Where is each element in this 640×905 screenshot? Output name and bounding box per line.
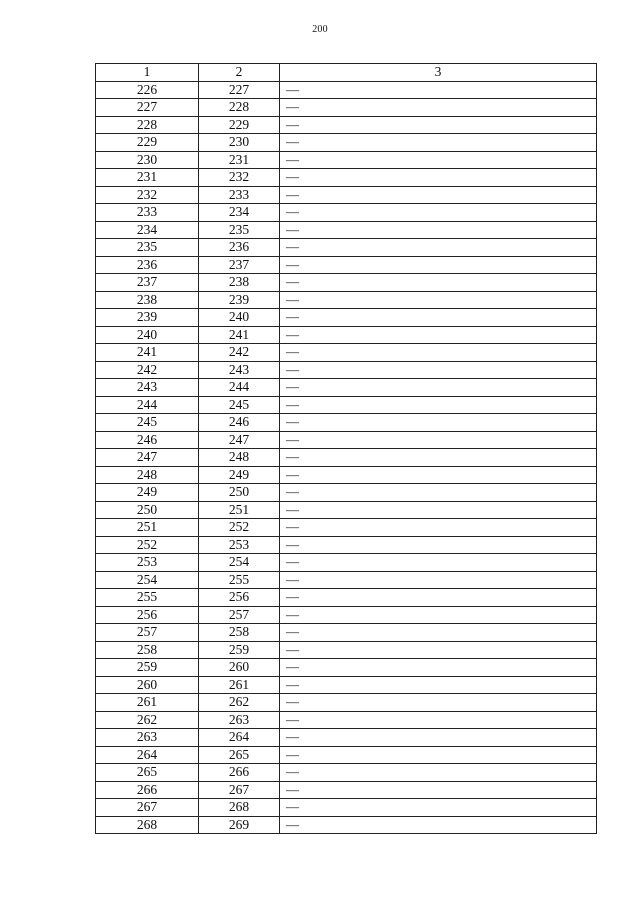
table-cell-col3 [280,729,597,747]
dash-mark: — [286,781,299,797]
table-row [96,694,597,712]
table-cell-col3 [280,99,597,117]
table-cell-col3 [280,519,597,537]
dash-mark: — [286,256,299,272]
table-cell-col3 [280,116,597,134]
dash-mark: — [286,449,299,465]
table-cell-col3 [280,379,597,397]
table-row [96,729,597,747]
table-cell-col1: 252 [96,536,199,554]
table-row [96,676,597,694]
table-cell-col3 [280,501,597,519]
table-cell-col2: 236 [199,239,280,257]
dash-mark: — [286,291,299,307]
table-cell-col2: 237 [199,256,280,274]
table-cell-col3 [280,414,597,432]
table-cell-col1: 238 [96,291,199,309]
page-number: 200 [312,24,328,35]
table-cell-col3 [280,396,597,414]
table-cell-col1: 248 [96,466,199,484]
dash-mark: — [286,379,299,395]
data-table [95,63,597,834]
table-cell-col1: 245 [96,414,199,432]
column-header-3: 3 [280,64,597,82]
table-cell-col2: 227 [199,81,280,99]
table-row [96,746,597,764]
table-cell-col2: 256 [199,589,280,607]
dash-mark: — [286,239,299,255]
table-cell-col1: 261 [96,694,199,712]
dash-mark: — [286,624,299,640]
table-cell-col3 [280,746,597,764]
table-row [96,256,597,274]
table-cell-col2: 263 [199,711,280,729]
table-cell-col1: 231 [96,169,199,187]
table-row [96,606,597,624]
table-body [96,81,597,834]
table-row [96,291,597,309]
column-header-2: 2 [199,64,280,82]
dash-mark: — [286,116,299,132]
table-cell-col3 [280,134,597,152]
table-cell-col1: 268 [96,816,199,834]
dash-mark: — [286,589,299,605]
dash-mark: — [286,729,299,745]
table-row [96,239,597,257]
table-row [96,449,597,467]
table-cell-col1: 250 [96,501,199,519]
table-row [96,571,597,589]
table-cell-col1: 260 [96,676,199,694]
table-cell-col2: 251 [199,501,280,519]
dash-mark: — [286,169,299,185]
table-cell-col2: 241 [199,326,280,344]
table-cell-col3 [280,361,597,379]
table-row [96,379,597,397]
dash-mark: — [286,361,299,377]
table-cell-col1: 264 [96,746,199,764]
table-row [96,169,597,187]
table-cell-col2: 234 [199,204,280,222]
table-cell-col3 [280,291,597,309]
table-cell-col2: 229 [199,116,280,134]
table-cell-col1: 227 [96,99,199,117]
table-row [96,361,597,379]
table-row [96,659,597,677]
table-row [96,274,597,292]
table-row [96,711,597,729]
table-cell-col1: 255 [96,589,199,607]
table-row [96,99,597,117]
table-row [96,204,597,222]
table-cell-col3 [280,186,597,204]
table-cell-col3 [280,256,597,274]
dash-mark: — [286,396,299,412]
table-cell-col2: 262 [199,694,280,712]
table-cell-col2: 231 [199,151,280,169]
table-cell-col1: 247 [96,449,199,467]
table-row [96,326,597,344]
dash-mark: — [286,554,299,570]
table-cell-col2: 265 [199,746,280,764]
table-cell-col2: 254 [199,554,280,572]
dash-mark: — [286,309,299,325]
table-cell-col2: 232 [199,169,280,187]
dash-mark: — [286,99,299,115]
table-cell-col3 [280,466,597,484]
table-cell-col3 [280,536,597,554]
table-cell-col2: 266 [199,764,280,782]
column-header-1: 1 [96,64,199,82]
table-cell-col3 [280,326,597,344]
dash-mark: — [286,151,299,167]
table-cell-col2: 230 [199,134,280,152]
table-cell-col3 [280,344,597,362]
table-cell-col3 [280,449,597,467]
table-row [96,799,597,817]
dash-mark: — [286,676,299,692]
table-cell-col3 [280,606,597,624]
table-cell-col1: 249 [96,484,199,502]
table-cell-col2: 255 [199,571,280,589]
table-cell-col1: 253 [96,554,199,572]
table-cell-col2: 261 [199,676,280,694]
table-cell-col2: 228 [199,99,280,117]
table-row [96,151,597,169]
table-cell-col1: 241 [96,344,199,362]
table-cell-col3 [280,764,597,782]
table-cell-col1: 251 [96,519,199,537]
table-row [96,134,597,152]
table-cell-col1: 262 [96,711,199,729]
table-cell-col1: 256 [96,606,199,624]
table-cell-col1: 267 [96,799,199,817]
table-row [96,501,597,519]
table-row [96,81,597,99]
table-cell-col2: 238 [199,274,280,292]
table-cell-col2: 242 [199,344,280,362]
dash-mark: — [286,816,299,832]
table-cell-col2: 258 [199,624,280,642]
dash-mark: — [286,746,299,762]
table-cell-col2: 233 [199,186,280,204]
dash-mark: — [286,571,299,587]
table-cell-col1: 237 [96,274,199,292]
table-cell-col2: 253 [199,536,280,554]
dash-mark: — [286,81,299,97]
table-cell-col1: 232 [96,186,199,204]
dash-mark: — [286,799,299,815]
table-cell-col2: 243 [199,361,280,379]
table-row [96,641,597,659]
table-cell-col2: 249 [199,466,280,484]
table-cell-col2: 264 [199,729,280,747]
table-row [96,536,597,554]
dash-mark: — [286,606,299,622]
table-cell-col2: 240 [199,309,280,327]
table-cell-col1: 230 [96,151,199,169]
table-row [96,116,597,134]
dash-mark: — [286,431,299,447]
table-cell-col2: 252 [199,519,280,537]
dash-mark: — [286,764,299,780]
table-cell-col3 [280,309,597,327]
table-cell-col1: 254 [96,571,199,589]
dash-mark: — [286,711,299,727]
dash-mark: — [286,344,299,360]
dash-mark: — [286,186,299,202]
table-cell-col3 [280,711,597,729]
table-cell-col3 [280,484,597,502]
table-cell-col2: 268 [199,799,280,817]
table-cell-col1: 233 [96,204,199,222]
dash-mark: — [286,641,299,657]
table-cell-col3 [280,151,597,169]
table-cell-col3 [280,799,597,817]
dash-mark: — [286,659,299,675]
table-cell-col1: 236 [96,256,199,274]
table-cell-col3 [280,694,597,712]
table-cell-col3 [280,571,597,589]
table-cell-col3 [280,221,597,239]
table-cell-col2: 260 [199,659,280,677]
table-cell-col3 [280,239,597,257]
dash-mark: — [286,519,299,535]
dash-mark: — [286,326,299,342]
table-cell-col1: 226 [96,81,199,99]
table-cell-col1: 263 [96,729,199,747]
table-cell-col2: 235 [199,221,280,239]
table-cell-col2: 248 [199,449,280,467]
table-cell-col2: 267 [199,781,280,799]
table-row [96,554,597,572]
table-cell-col2: 259 [199,641,280,659]
table-cell-col1: 246 [96,431,199,449]
table-cell-col3 [280,81,597,99]
table-cell-col3 [280,676,597,694]
table-row [96,764,597,782]
dash-mark: — [286,134,299,150]
table-cell-col3 [280,431,597,449]
table-cell-col1: 235 [96,239,199,257]
table-row [96,781,597,799]
table-cell-col1: 258 [96,641,199,659]
table-row [96,624,597,642]
dash-mark: — [286,274,299,290]
table-row [96,589,597,607]
table-cell-col2: 250 [199,484,280,502]
dash-mark: — [286,694,299,710]
table-cell-col1: 242 [96,361,199,379]
table-cell-col1: 265 [96,764,199,782]
table-cell-col3 [280,659,597,677]
table-cell-col3 [280,624,597,642]
table-cell-col1: 243 [96,379,199,397]
table-cell-col1: 240 [96,326,199,344]
table-cell-col2: 246 [199,414,280,432]
dash-mark: — [286,221,299,237]
table-row [96,344,597,362]
table-row [96,221,597,239]
header-row [96,64,597,82]
table-cell-col1: 228 [96,116,199,134]
table-cell-col2: 247 [199,431,280,449]
table-cell-col1: 234 [96,221,199,239]
table-cell-col1: 266 [96,781,199,799]
table-cell-col1: 257 [96,624,199,642]
table-row [96,466,597,484]
table-cell-col3 [280,589,597,607]
table-cell-col1: 239 [96,309,199,327]
table-row [96,816,597,834]
table-row [96,414,597,432]
table-cell-col2: 269 [199,816,280,834]
table-row [96,309,597,327]
table-header [96,64,597,82]
table-row [96,186,597,204]
table-cell-col3 [280,816,597,834]
dash-mark: — [286,484,299,500]
dash-mark: — [286,536,299,552]
dash-mark: — [286,204,299,220]
table-cell-col3 [280,274,597,292]
table-cell-col3 [280,204,597,222]
table-cell-col3 [280,169,597,187]
table-cell-col3 [280,554,597,572]
dash-mark: — [286,414,299,430]
table-cell-col1: 259 [96,659,199,677]
table-row [96,484,597,502]
table-cell-col3 [280,781,597,799]
table-cell-col2: 239 [199,291,280,309]
dash-mark: — [286,501,299,517]
table-row [96,519,597,537]
dash-mark: — [286,466,299,482]
table-cell-col3 [280,641,597,659]
table-cell-col2: 245 [199,396,280,414]
table-cell-col1: 244 [96,396,199,414]
table-row [96,431,597,449]
table-row [96,396,597,414]
table-cell-col2: 257 [199,606,280,624]
table-cell-col2: 244 [199,379,280,397]
table-cell-col1: 229 [96,134,199,152]
